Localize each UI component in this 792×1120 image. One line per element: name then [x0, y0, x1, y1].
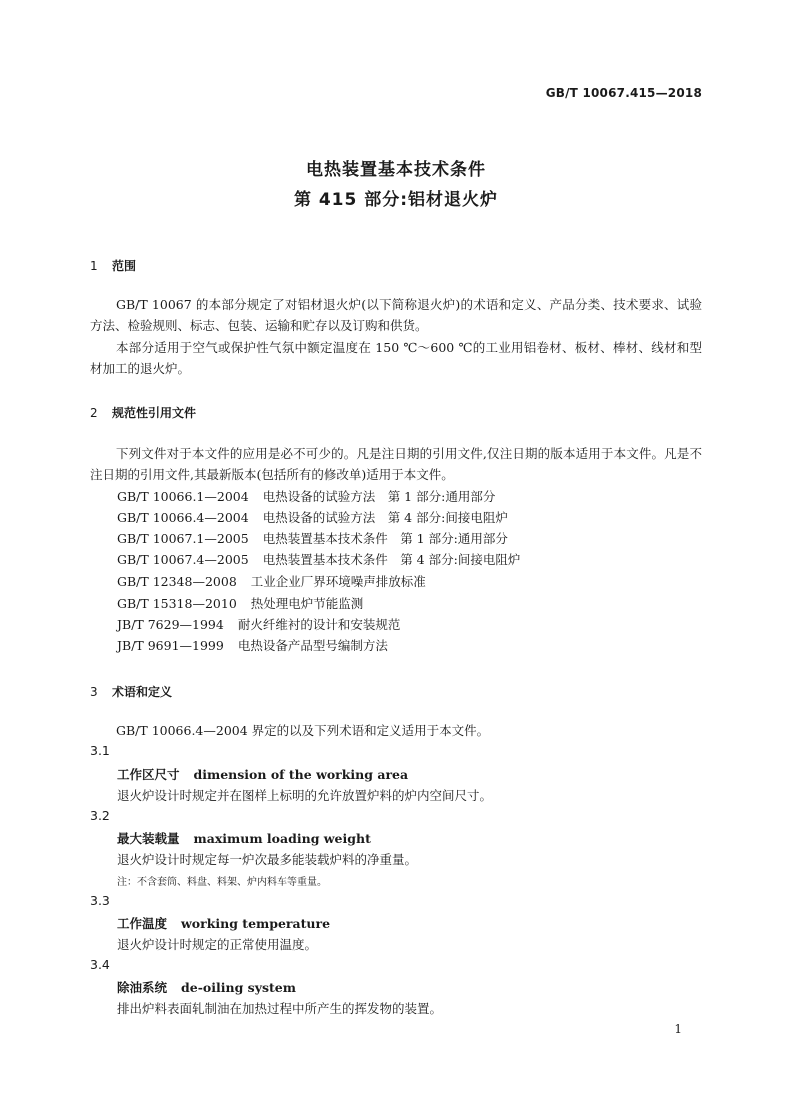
reference-title: 电热设备的试验方法 第 4 部分:间接电阻炉 [262, 510, 508, 525]
reference-code: GB/T 10066.1—2004 [117, 489, 249, 504]
reference-item [117, 571, 426, 592]
term-number: 3.3 [90, 893, 110, 908]
term-zh: 工作区尺寸 [117, 767, 180, 782]
term-en: working temperature [181, 916, 331, 931]
reference-item [117, 635, 388, 656]
reference-code: GB/T 10066.4—2004 [117, 510, 249, 525]
page-number: 1 [674, 1022, 682, 1036]
term-definition: 退火炉设计时规定并在图样上标明的允许放置炉料的炉内空间尺寸。 [117, 788, 493, 803]
term-definition: 退火炉设计时规定每一炉次最多能装载炉料的净重量。 [117, 852, 418, 867]
term-en: maximum loading weight [193, 831, 371, 846]
reference-code: JB/T 7629—1994 [117, 617, 224, 632]
term-definition: 退火炉设计时规定的正常使用温度。 [117, 937, 318, 952]
section-heading-normative-references [90, 404, 196, 421]
term-note: 注：不含套筒、料盘、料架、炉内料车等重量。 [117, 877, 327, 888]
section-title: 术语和定义 [112, 685, 173, 699]
reference-title: 电热装置基本技术条件 第 4 部分:间接电阻炉 [262, 552, 521, 567]
term-definition: 排出炉料表面轧制油在加热过程中所产生的挥发物的装置。 [117, 1001, 443, 1016]
reference-title: 热处理电炉节能监测 [250, 596, 364, 611]
reference-code: JB/T 9691—1999 [117, 638, 224, 653]
reference-item [117, 593, 363, 614]
section-number: 1 [90, 259, 98, 273]
reference-item [117, 614, 400, 635]
term-heading [117, 914, 330, 932]
section-title: 范围 [112, 259, 137, 273]
reference-item [117, 528, 508, 549]
reference-code: GB/T 10067.1—2005 [117, 531, 249, 546]
reference-title: 耐火纤维衬的设计和安装规范 [237, 617, 401, 632]
reference-title: 工业企业厂界环境噪声排放标准 [250, 574, 426, 589]
term-number: 3.1 [90, 743, 110, 758]
reference-item [117, 507, 508, 528]
term-zh: 最大装载量 [117, 831, 180, 846]
document-title: 电热装置基本技术条件 [306, 160, 486, 180]
term-number: 3.2 [90, 808, 110, 823]
term-en: dimension of the working area [193, 767, 409, 782]
term-zh: 工作温度 [117, 916, 168, 931]
reference-title: 电热设备的试验方法 第 1 部分:通用部分 [262, 489, 496, 504]
section-heading-terms-definitions [90, 683, 172, 700]
reference-code: GB/T 10067.4—2005 [117, 552, 249, 567]
section-number: 2 [90, 406, 98, 420]
paragraph: GB/T 10067 的本部分规定了对铝材退火炉(以下简称退火炉)的术语和定义、产品分类、技术要求、试验方法、检验规则、标志、包装、运输和贮存以及订购和供货。 [90, 297, 702, 333]
paragraph: 下列文件对于本文件的应用是必不可少的。凡是注日期的引用文件,仅注日期的版本适用于本文件。凡是不注日期的引用文件,其最新版本(包括所有的修改单)适用于本文件。 [90, 446, 702, 482]
term-heading [117, 765, 408, 783]
section-heading-scope [90, 257, 136, 274]
reference-item [117, 486, 495, 507]
term-zh: 除油系统 [117, 980, 168, 995]
term-en: de-oiling system [181, 980, 296, 995]
document-subtitle: 第 415 部分:铝材退火炉 [293, 190, 499, 210]
term-number: 3.4 [90, 957, 110, 972]
reference-title: 电热设备产品型号编制方法 [237, 638, 388, 653]
reference-code: GB/T 15318—2010 [117, 596, 237, 611]
paragraph: GB/T 10066.4—2004 界定的以及下列术语和定义适用于本文件。 [116, 723, 490, 738]
paragraph: 本部分适用于空气或保护性气氛中额定温度在 150 ℃～600 ℃的工业用铝卷材、板材、棒材、线材和型材加工的退火炉。 [90, 340, 702, 376]
section-title: 规范性引用文件 [112, 406, 197, 420]
reference-item [117, 549, 520, 570]
term-heading [117, 829, 371, 847]
section-number: 3 [90, 685, 98, 699]
reference-code: GB/T 12348—2008 [117, 574, 237, 589]
reference-title: 电热装置基本技术条件 第 1 部分:通用部分 [262, 531, 508, 546]
standard-code: GB/T 10067.415—2018 [545, 86, 702, 100]
term-heading [117, 978, 296, 996]
